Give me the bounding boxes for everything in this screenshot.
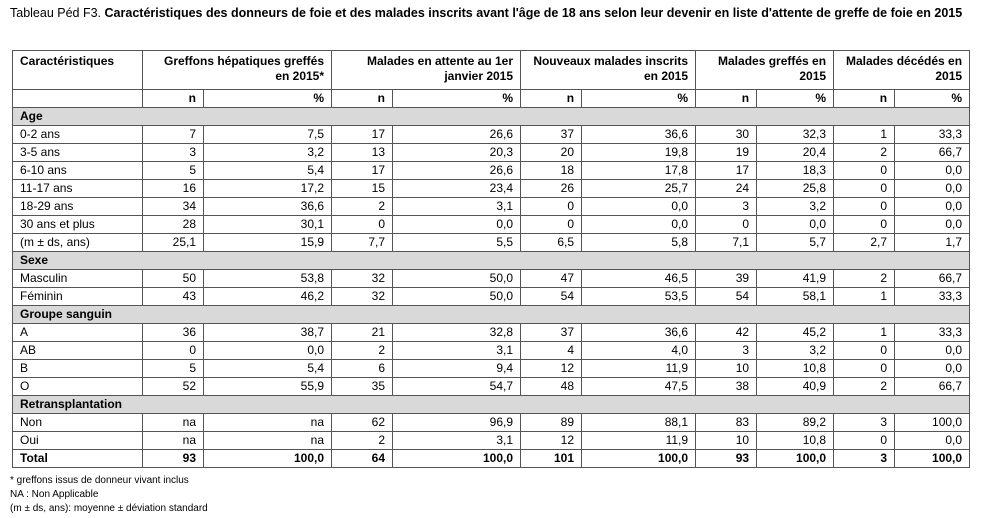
cell-percent: 100,0 bbox=[895, 414, 970, 432]
subheader-pct: % bbox=[204, 90, 332, 108]
cell-percent: 100,0 bbox=[204, 450, 332, 468]
cell-percent: 54,7 bbox=[393, 378, 521, 396]
row-label: 6-10 ans bbox=[13, 162, 143, 180]
cell-count: 0 bbox=[521, 216, 582, 234]
header-group: Greffons hépatiques greffés en 2015* bbox=[143, 51, 332, 90]
row-label: Féminin bbox=[13, 288, 143, 306]
cell-percent: 30,1 bbox=[204, 216, 332, 234]
subheader-pct: % bbox=[393, 90, 521, 108]
cell-percent: na bbox=[204, 432, 332, 450]
cell-count: 18 bbox=[521, 162, 582, 180]
header-group: Malades en attente au 1er janvier 2015 bbox=[332, 51, 521, 90]
cell-count: 0 bbox=[834, 342, 895, 360]
cell-count: 32 bbox=[332, 270, 393, 288]
cell-count: 2 bbox=[332, 198, 393, 216]
cell-count: 54 bbox=[521, 288, 582, 306]
table-row bbox=[13, 126, 970, 144]
section-row bbox=[13, 306, 970, 324]
cell-count: 36 bbox=[143, 324, 204, 342]
table-row bbox=[13, 144, 970, 162]
cell-count: 20 bbox=[521, 144, 582, 162]
cell-count: 30 bbox=[696, 126, 757, 144]
cell-count: 2,7 bbox=[834, 234, 895, 252]
cell-count: 0 bbox=[834, 432, 895, 450]
cell-count: 3 bbox=[834, 414, 895, 432]
table-row bbox=[13, 198, 970, 216]
cell-percent: 20,4 bbox=[757, 144, 834, 162]
cell-percent: 89,2 bbox=[757, 414, 834, 432]
cell-percent: 5,8 bbox=[582, 234, 696, 252]
cell-percent: 10,8 bbox=[757, 360, 834, 378]
cell-count: 6,5 bbox=[521, 234, 582, 252]
cell-percent: 66,7 bbox=[895, 144, 970, 162]
cell-count: 6 bbox=[332, 360, 393, 378]
cell-percent: 38,7 bbox=[204, 324, 332, 342]
table-header bbox=[13, 51, 970, 108]
footnote: * greffons issus de donneur vivant inclus bbox=[10, 475, 189, 486]
row-label: 11-17 ans bbox=[13, 180, 143, 198]
cell-count: 0 bbox=[834, 180, 895, 198]
cell-count: 48 bbox=[521, 378, 582, 396]
cell-count: 16 bbox=[143, 180, 204, 198]
table-row bbox=[13, 414, 970, 432]
section-row bbox=[13, 252, 970, 270]
cell-percent: 23,4 bbox=[393, 180, 521, 198]
cell-percent: 5,4 bbox=[204, 162, 332, 180]
cell-percent: 100,0 bbox=[582, 450, 696, 468]
cell-count: 37 bbox=[521, 324, 582, 342]
cell-count: 43 bbox=[143, 288, 204, 306]
row-label: AB bbox=[13, 342, 143, 360]
cell-count: 3 bbox=[143, 144, 204, 162]
cell-percent: 26,6 bbox=[393, 162, 521, 180]
subheader-row bbox=[13, 90, 970, 108]
table-row bbox=[13, 270, 970, 288]
data-table bbox=[12, 50, 970, 468]
table-row bbox=[13, 216, 970, 234]
cell-count: na bbox=[143, 414, 204, 432]
cell-count: 93 bbox=[143, 450, 204, 468]
table-row bbox=[13, 234, 970, 252]
subheader-n: n bbox=[696, 90, 757, 108]
cell-count: 3 bbox=[834, 450, 895, 468]
header-group: Malades greffés en 2015 bbox=[696, 51, 834, 90]
cell-percent: 33,3 bbox=[895, 126, 970, 144]
section-row bbox=[13, 396, 970, 414]
cell-percent: 96,9 bbox=[393, 414, 521, 432]
cell-percent: 3,2 bbox=[757, 198, 834, 216]
row-label: (m ± ds, ans) bbox=[13, 234, 143, 252]
cell-percent: 53,5 bbox=[582, 288, 696, 306]
cell-count: 0 bbox=[834, 360, 895, 378]
cell-count: na bbox=[143, 432, 204, 450]
cell-percent: 3,2 bbox=[204, 144, 332, 162]
row-label: Non bbox=[13, 414, 143, 432]
table-row bbox=[13, 324, 970, 342]
cell-percent: 0,0 bbox=[204, 342, 332, 360]
cell-count: 0 bbox=[834, 216, 895, 234]
subheader-n: n bbox=[143, 90, 204, 108]
subheader-pct: % bbox=[582, 90, 696, 108]
subheader-n: n bbox=[834, 90, 895, 108]
cell-percent: 4,0 bbox=[582, 342, 696, 360]
cell-count: 1 bbox=[834, 126, 895, 144]
cell-count: 10 bbox=[696, 360, 757, 378]
cell-count: 2 bbox=[834, 270, 895, 288]
cell-count: 5 bbox=[143, 162, 204, 180]
cell-count: 26 bbox=[521, 180, 582, 198]
cell-percent: 55,9 bbox=[204, 378, 332, 396]
cell-count: 38 bbox=[696, 378, 757, 396]
cell-percent: 100,0 bbox=[393, 450, 521, 468]
cell-count: 0 bbox=[521, 198, 582, 216]
cell-percent: 88,1 bbox=[582, 414, 696, 432]
cell-percent: 36,6 bbox=[582, 126, 696, 144]
row-label: 0-2 ans bbox=[13, 126, 143, 144]
cell-percent: na bbox=[204, 414, 332, 432]
cell-count: 2 bbox=[834, 144, 895, 162]
cell-percent: 5,5 bbox=[393, 234, 521, 252]
cell-percent: 32,3 bbox=[757, 126, 834, 144]
cell-percent: 0,0 bbox=[895, 360, 970, 378]
cell-percent: 46,2 bbox=[204, 288, 332, 306]
cell-percent: 66,7 bbox=[895, 378, 970, 396]
cell-percent: 0,0 bbox=[582, 216, 696, 234]
cell-percent: 0,0 bbox=[582, 198, 696, 216]
cell-percent: 41,9 bbox=[757, 270, 834, 288]
cell-percent: 100,0 bbox=[895, 450, 970, 468]
section-title: Age bbox=[13, 108, 970, 126]
cell-count: 17 bbox=[332, 126, 393, 144]
table-row bbox=[13, 360, 970, 378]
cell-count: 83 bbox=[696, 414, 757, 432]
cell-count: 17 bbox=[696, 162, 757, 180]
cell-count: 25,1 bbox=[143, 234, 204, 252]
row-label: 30 ans et plus bbox=[13, 216, 143, 234]
footnotes bbox=[10, 474, 208, 516]
cell-percent: 18,3 bbox=[757, 162, 834, 180]
cell-count: 54 bbox=[696, 288, 757, 306]
header-row bbox=[13, 51, 970, 90]
cell-count: 1 bbox=[834, 288, 895, 306]
section-title: Retransplantation bbox=[13, 396, 970, 414]
table-body bbox=[13, 108, 970, 468]
cell-percent: 36,6 bbox=[204, 198, 332, 216]
cell-percent: 47,5 bbox=[582, 378, 696, 396]
cell-percent: 11,9 bbox=[582, 432, 696, 450]
cell-count: 7,1 bbox=[696, 234, 757, 252]
cell-count: 101 bbox=[521, 450, 582, 468]
footnote: NA : Non Applicable bbox=[10, 489, 99, 500]
row-label: O bbox=[13, 378, 143, 396]
cell-count: 2 bbox=[332, 342, 393, 360]
cell-count: 0 bbox=[696, 216, 757, 234]
table-row bbox=[13, 342, 970, 360]
cell-percent: 3,1 bbox=[393, 198, 521, 216]
cell-percent: 0,0 bbox=[895, 162, 970, 180]
row-label: Total bbox=[13, 450, 143, 468]
cell-count: 10 bbox=[696, 432, 757, 450]
row-label: A bbox=[13, 324, 143, 342]
cell-count: 39 bbox=[696, 270, 757, 288]
subheader-empty bbox=[13, 90, 143, 108]
cell-percent: 0,0 bbox=[895, 180, 970, 198]
table-row bbox=[13, 432, 970, 450]
cell-percent: 17,2 bbox=[204, 180, 332, 198]
cell-count: 42 bbox=[696, 324, 757, 342]
cell-percent: 9,4 bbox=[393, 360, 521, 378]
subheader-pct: % bbox=[757, 90, 834, 108]
cell-count: 62 bbox=[332, 414, 393, 432]
cell-count: 13 bbox=[332, 144, 393, 162]
cell-percent: 45,2 bbox=[757, 324, 834, 342]
table-row bbox=[13, 378, 970, 396]
cell-percent: 0,0 bbox=[393, 216, 521, 234]
cell-percent: 40,9 bbox=[757, 378, 834, 396]
table-caption bbox=[10, 5, 975, 22]
cell-percent: 1,7 bbox=[895, 234, 970, 252]
cell-percent: 0,0 bbox=[895, 432, 970, 450]
cell-count: 15 bbox=[332, 180, 393, 198]
cell-count: 93 bbox=[696, 450, 757, 468]
table-row bbox=[13, 162, 970, 180]
cell-percent: 25,8 bbox=[757, 180, 834, 198]
cell-count: 2 bbox=[834, 378, 895, 396]
cell-count: 52 bbox=[143, 378, 204, 396]
caption-label: Tableau Péd F3. bbox=[10, 6, 102, 20]
cell-count: 0 bbox=[834, 162, 895, 180]
row-label: 18-29 ans bbox=[13, 198, 143, 216]
cell-count: 7,7 bbox=[332, 234, 393, 252]
row-label: 3-5 ans bbox=[13, 144, 143, 162]
cell-percent: 33,3 bbox=[895, 288, 970, 306]
cell-count: 0 bbox=[332, 216, 393, 234]
cell-percent: 50,0 bbox=[393, 270, 521, 288]
cell-percent: 36,6 bbox=[582, 324, 696, 342]
cell-count: 89 bbox=[521, 414, 582, 432]
total-row bbox=[13, 450, 970, 468]
cell-count: 35 bbox=[332, 378, 393, 396]
cell-count: 28 bbox=[143, 216, 204, 234]
cell-count: 12 bbox=[521, 432, 582, 450]
table-row bbox=[13, 288, 970, 306]
cell-count: 37 bbox=[521, 126, 582, 144]
header-characteristics: Caractéristiques bbox=[13, 51, 143, 90]
header-group: Malades décédés en 2015 bbox=[834, 51, 970, 90]
cell-count: 50 bbox=[143, 270, 204, 288]
section-title: Sexe bbox=[13, 252, 970, 270]
cell-percent: 17,8 bbox=[582, 162, 696, 180]
cell-percent: 50,0 bbox=[393, 288, 521, 306]
cell-count: 5 bbox=[143, 360, 204, 378]
cell-percent: 32,8 bbox=[393, 324, 521, 342]
cell-percent: 0,0 bbox=[895, 216, 970, 234]
cell-percent: 25,7 bbox=[582, 180, 696, 198]
subheader-pct: % bbox=[895, 90, 970, 108]
cell-percent: 10,8 bbox=[757, 432, 834, 450]
cell-percent: 20,3 bbox=[393, 144, 521, 162]
row-label: B bbox=[13, 360, 143, 378]
cell-percent: 53,8 bbox=[204, 270, 332, 288]
cell-percent: 3,1 bbox=[393, 342, 521, 360]
cell-percent: 100,0 bbox=[757, 450, 834, 468]
cell-count: 47 bbox=[521, 270, 582, 288]
cell-count: 0 bbox=[143, 342, 204, 360]
cell-percent: 3,2 bbox=[757, 342, 834, 360]
cell-count: 64 bbox=[332, 450, 393, 468]
cell-count: 24 bbox=[696, 180, 757, 198]
cell-count: 21 bbox=[332, 324, 393, 342]
row-label: Masculin bbox=[13, 270, 143, 288]
cell-percent: 11,9 bbox=[582, 360, 696, 378]
cell-percent: 15,9 bbox=[204, 234, 332, 252]
header-group: Nouveaux malades inscrits en 2015 bbox=[521, 51, 696, 90]
cell-percent: 26,6 bbox=[393, 126, 521, 144]
subheader-n: n bbox=[521, 90, 582, 108]
cell-count: 4 bbox=[521, 342, 582, 360]
section-title: Groupe sanguin bbox=[13, 306, 970, 324]
cell-count: 3 bbox=[696, 342, 757, 360]
cell-count: 0 bbox=[834, 198, 895, 216]
cell-percent: 19,8 bbox=[582, 144, 696, 162]
cell-percent: 5,7 bbox=[757, 234, 834, 252]
cell-count: 32 bbox=[332, 288, 393, 306]
cell-count: 34 bbox=[143, 198, 204, 216]
cell-count: 2 bbox=[332, 432, 393, 450]
cell-percent: 0,0 bbox=[757, 216, 834, 234]
cell-percent: 66,7 bbox=[895, 270, 970, 288]
footnote: (m ± ds, ans): moyenne ± déviation standard bbox=[10, 503, 208, 514]
cell-percent: 5,4 bbox=[204, 360, 332, 378]
cell-count: 12 bbox=[521, 360, 582, 378]
cell-count: 17 bbox=[332, 162, 393, 180]
cell-count: 19 bbox=[696, 144, 757, 162]
cell-percent: 0,0 bbox=[895, 342, 970, 360]
subheader-n: n bbox=[332, 90, 393, 108]
row-label: Oui bbox=[13, 432, 143, 450]
cell-percent: 0,0 bbox=[895, 198, 970, 216]
cell-percent: 3,1 bbox=[393, 432, 521, 450]
cell-count: 7 bbox=[143, 126, 204, 144]
section-row bbox=[13, 108, 970, 126]
cell-count: 1 bbox=[834, 324, 895, 342]
cell-percent: 33,3 bbox=[895, 324, 970, 342]
cell-percent: 58,1 bbox=[757, 288, 834, 306]
caption-text: Caractéristiques des donneurs de foie et des malades inscrits avant l'âge de 18 ans selon leur devenir en liste d'attente de greffe de foie en 2015 bbox=[104, 6, 963, 20]
cell-percent: 7,5 bbox=[204, 126, 332, 144]
cell-percent: 46,5 bbox=[582, 270, 696, 288]
cell-count: 3 bbox=[696, 198, 757, 216]
table-row bbox=[13, 180, 970, 198]
